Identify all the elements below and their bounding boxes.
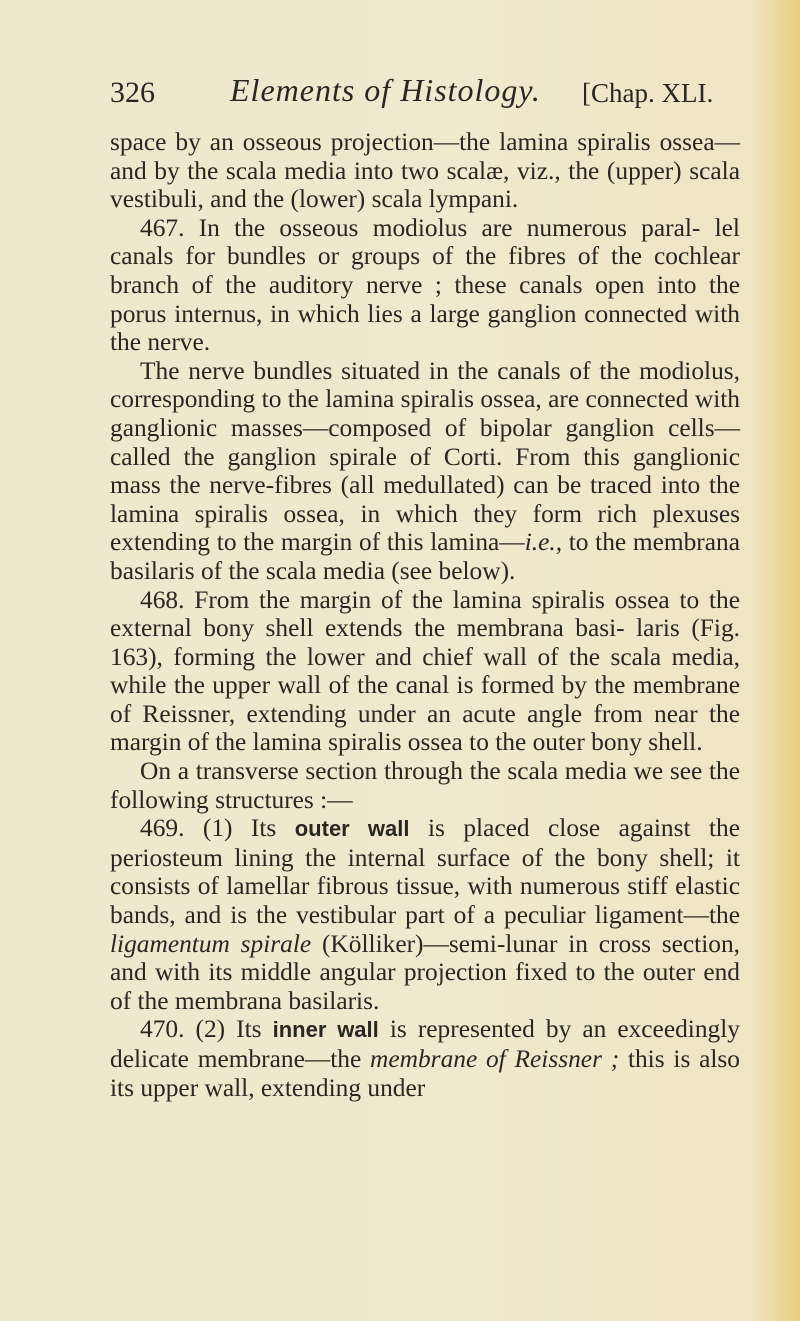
- page-body: [110, 128, 740, 1102]
- paragraph-text: From the margin of the lamina spiralis ossea to the external bony shell extends the membrana basi- laris (Fig. 163), forming the lower and chief wall of the scala media, while the upper wall of the canal is formed by the membrane of Reissner, extending under an acute angle from near the margin of the lamina spiralis ossea to the outer bony shell.: [110, 585, 740, 757]
- term-inner-wall: inner wall: [272, 1017, 379, 1043]
- running-header: [110, 72, 750, 112]
- term-ligamentum-spirale: ligamentum spirale: [110, 929, 312, 958]
- paragraph-text: this is also its upper wall, extending under: [110, 1045, 740, 1102]
- term-outer-wall: outer wall: [294, 816, 410, 842]
- paragraph-468: [110, 586, 740, 758]
- paragraph-text: is represented by an exceedingly delicate membrane—the: [110, 1015, 740, 1073]
- paragraph-text: (Kölliker)—semi-lunar in cross section, and with its middle angular projection fixed to the outer end of the membrana basilaris.: [110, 929, 741, 1015]
- running-title: Elements of Histology.: [230, 72, 541, 108]
- page-number: 326: [110, 76, 155, 109]
- paragraph-469: [110, 814, 740, 1015]
- section-number: 469. (1) Its: [140, 814, 277, 843]
- section-number: 468.: [140, 585, 185, 614]
- term-membrane-of-reissner: membrane of Reissner ;: [370, 1045, 620, 1073]
- chapter-label: [Chap. XLI.: [582, 78, 714, 108]
- paragraph-nerve-bundles: [110, 357, 740, 586]
- paragraph-text: The nerve bundles situated in the canals of the modiolus, corresponding to the lamina spiralis ossea, are connected with ganglionic masses—composed of bipolar ganglion cells—called the ganglion spirale of Corti. From this ganglionic mass the nerve-fibres (all medullated) can be traced into the lamina spiralis ossea, in which they form rich plexuses extending to the margin of this lamina—: [110, 356, 740, 557]
- paragraph-text: In the osseous modiolus are numerous paral- lel canals for bundles or groups of the fibres of the cochlear branch of the auditory nerve ; these canals open into the porus internus, in which lies a large ganglion connected with the nerve.: [110, 213, 740, 357]
- section-number: 467.: [140, 213, 185, 242]
- paragraph-text: is placed close against the periosteum lining the internal surface of the bony shell; it consists of lamellar fibrous tissue, with numerous stiff elastic bands, and is the vestibular part of a peculiar ligament—the: [110, 814, 740, 930]
- paragraph-467: [110, 214, 740, 357]
- paragraph-470: [110, 1015, 740, 1102]
- ie-italic: i.e.,: [524, 528, 563, 557]
- paragraph-text: to the membrana basilaris of the scala media (see below).: [110, 528, 740, 585]
- section-number: 470. (2) Its: [140, 1015, 262, 1044]
- paragraph-transverse-section: On a transverse section through the scala media we see the following structures :—: [110, 757, 740, 814]
- paragraph-continuation: space by an osseous projection—the lamina spiralis ossea—and by the scala media into two scalæ, viz., the (upper) scala vestibuli, and the (lower) scala lympani.: [110, 128, 740, 214]
